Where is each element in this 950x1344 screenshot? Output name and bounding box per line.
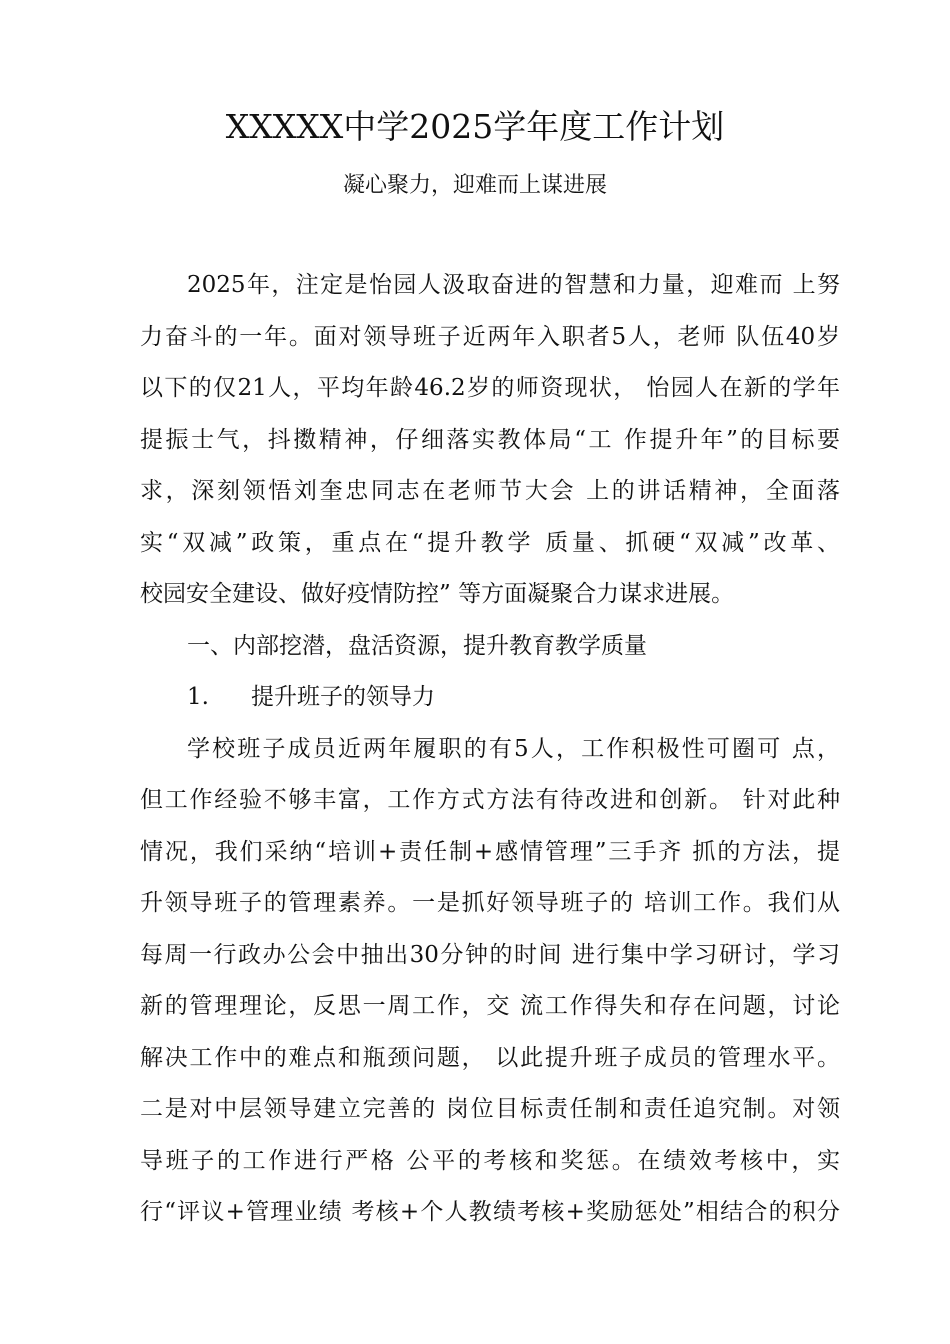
paragraph-line: 以下的仅21人，平均年龄46.2岁的师资现状， 怡园人在新的学年: [140, 375, 840, 401]
subsection-number: 1.: [187, 684, 209, 710]
paragraph-line: 力奋斗的一年。面对领导班子近两年入职者5人，老师 队伍40岁: [140, 323, 840, 350]
paragraph-line: 求，深刻领悟刘奎忠同志在老师节大会 上的讲话精神，全面落: [140, 478, 840, 504]
paragraph-line: 提振士气，抖擞精神，仔细落实教体局“工 作提升年”的目标要: [140, 426, 840, 453]
paragraph-line: 校园安全建设、做好疫情防控” 等方面凝聚合力谋求进展。: [140, 581, 735, 607]
paragraph-line: 二是对中层领导建立完善的 岗位目标责任制和责任追究制。对领: [140, 1096, 840, 1122]
document-subtitle: 凝心聚力，迎难而上谋进展: [342, 173, 607, 198]
paragraph-line: 学校班子成员近两年履职的有5人，工作积极性可圈可 点，: [187, 735, 840, 762]
paragraph-line: 情况，我们采纳“培训+责任制+感情管理”三手齐 抓的方法，提: [140, 838, 840, 865]
document-body: [140, 260, 840, 1239]
subsection-title: 提升班子的领导力: [251, 684, 435, 710]
paragraph-line: 但工作经验不够丰富，工作方式方法有待改进和创新。 针对此种: [140, 787, 840, 813]
paragraph-line: 新的管理理论，反思一周工作，交 流工作得失和存在问题，讨论: [140, 993, 840, 1019]
paragraph-line: 升领导班子的管理素养。一是抓好领导班子的 培训工作。我们从: [140, 890, 840, 916]
document-title: XXXXX中学2025学年度工作计划: [225, 107, 725, 146]
paragraph-line: 导班子的工作进行严格 公平的考核和奖惩。在绩效考核中，实: [140, 1147, 840, 1174]
paragraph-line: 行“评议+管理业绩 考核+个人教绩考核+奖励惩处”相结合的积分: [140, 1199, 840, 1225]
subsection-heading: [140, 672, 840, 724]
paragraph-line: 实“双减”政策，重点在“提升教学 质量、抓硬“双减”改革、: [140, 529, 840, 556]
section-heading: 一、内部挖潜，盘活资源，提升教育教学质量: [187, 632, 647, 659]
paragraph-line: 解决工作中的难点和瓶颈问题， 以此提升班子成员的管理水平。: [140, 1044, 840, 1071]
paragraph-line: 2025年，注定是怡园人汲取奋进的智慧和力量，迎难而 上努: [187, 272, 840, 298]
paragraph-line: 每周一行政办公会中抽出30分钟的时间 进行集中学习研讨，学习: [140, 941, 840, 968]
